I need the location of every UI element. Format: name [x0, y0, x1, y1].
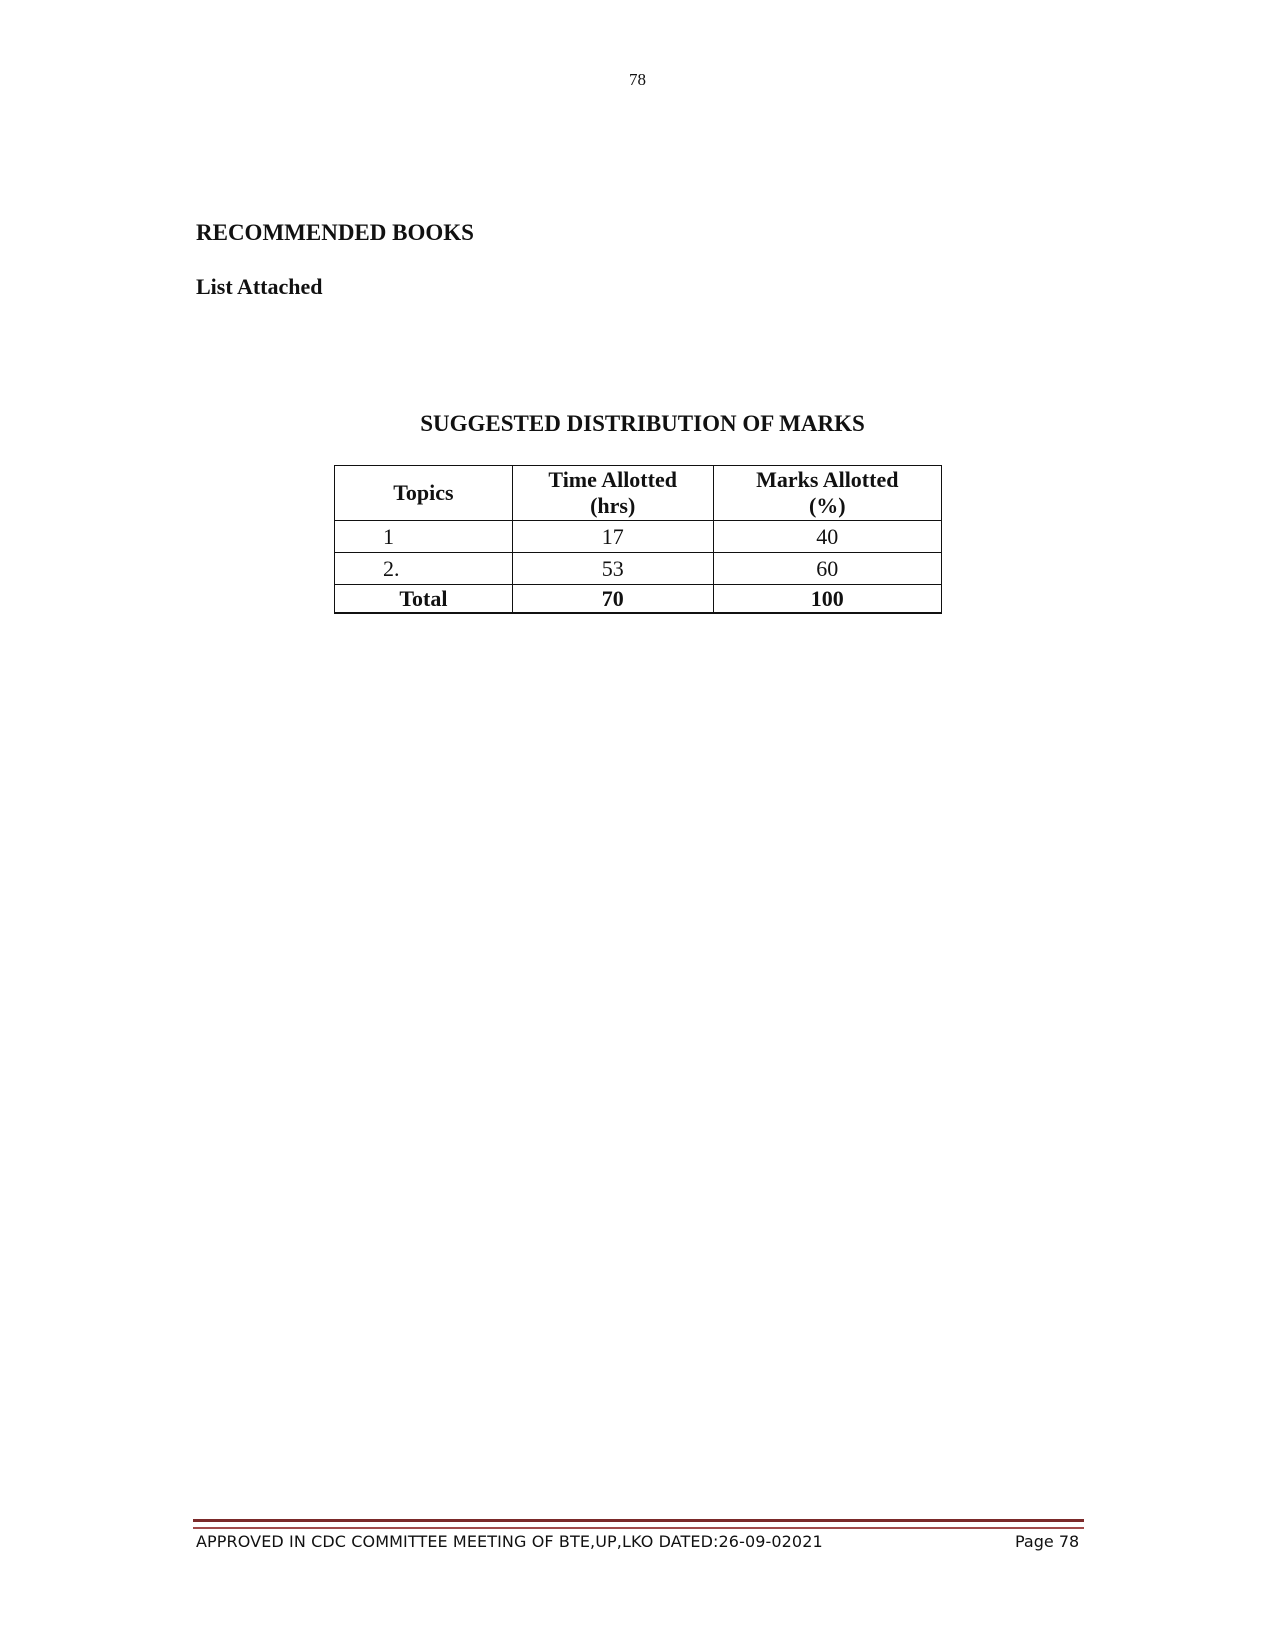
total-time-cell: 70: [512, 585, 713, 614]
table-row: [335, 521, 942, 553]
marks-cell: 60: [713, 553, 941, 585]
page-number-top: 78: [629, 70, 646, 89]
header-time-allotted: [512, 466, 713, 521]
recommended-books-heading: RECOMMENDED BOOKS: [196, 220, 474, 245]
topic-cell: 1: [335, 521, 513, 553]
table-header-row: [335, 466, 942, 521]
footer-page-label: Page 78: [1015, 1532, 1080, 1551]
time-cell: 53: [512, 553, 713, 585]
table-total-row: [335, 585, 942, 614]
header-time-unit: (hrs): [590, 493, 636, 518]
footer-approval-text: APPROVED IN CDC COMMITTEE MEETING OF BTE,UP,LKO DATED:26-09-02021: [196, 1532, 823, 1551]
marks-distribution-table: [334, 465, 942, 614]
topic-cell: 2.: [335, 553, 513, 585]
marks-distribution-title: SUGGESTED DISTRIBUTION OF MARKS: [420, 411, 865, 436]
header-topics: Topics: [335, 466, 513, 521]
footer-divider: [193, 1519, 1084, 1529]
marks-cell: 40: [713, 521, 941, 553]
list-attached-note: List Attached: [196, 274, 323, 299]
header-marks-unit: (%): [808, 493, 846, 518]
time-cell: 17: [512, 521, 713, 553]
table-row: [335, 553, 942, 585]
header-marks-allotted: [713, 466, 941, 521]
header-marks-label: Marks Allotted: [756, 467, 899, 492]
header-time-label: Time Allotted: [548, 467, 677, 492]
total-marks-cell: 100: [713, 585, 941, 614]
total-label-cell: Total: [335, 585, 513, 614]
